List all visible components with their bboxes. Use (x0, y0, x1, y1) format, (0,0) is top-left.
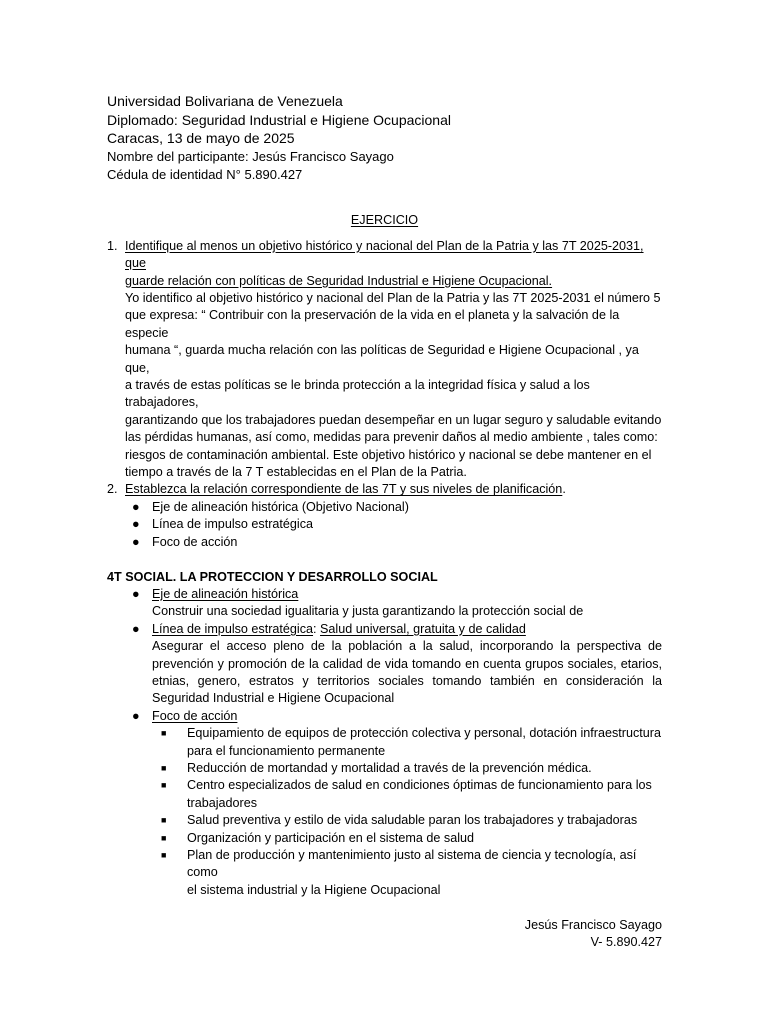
question-2-number: 2. (107, 482, 118, 497)
linea-text-line: Seguridad Industrial e Higiene Ocupacional (152, 691, 395, 706)
linea-text-line: etnias, genero, estratos y territorios sociales tomando también en consideración la (152, 673, 662, 688)
eje-text: Construir una sociedad igualitaria y justa garantizando la protección social de (152, 604, 584, 619)
answer-1-line: las pérdidas humanas, así como, medidas para prevenir daños al medio ambiente , tales como: (125, 430, 658, 445)
answer-1-line: riesgos de contaminación ambiental. Este objetivo histórico y nacional se debe mantener en el (125, 447, 652, 462)
list-item (107, 534, 662, 551)
linea-text-line: Asegurar el acceso pleno de la población a la salud, incorporando la perspectiva de (152, 639, 662, 654)
place-date: Caracas, 13 de mayo de 2025 (107, 130, 295, 147)
bullet-icon: ● (132, 534, 140, 549)
answer-1-line: garantizando que los trabajadores puedan desempeñar en un lugar seguro y saludable evitando (125, 412, 662, 427)
question-2-text: Establezca la relación correspondiente de las 7T y sus niveles de planificación (125, 482, 563, 497)
foco-subitem-line: Equipamiento de equipos de protección colectiva y personal, dotación infraestructura (187, 726, 661, 741)
list-item (107, 516, 662, 533)
foco-subitem (107, 830, 662, 847)
square-bullet-icon: ■ (161, 832, 167, 843)
question-2-tail: . (562, 482, 566, 497)
list-item-label: Foco de acción (152, 534, 238, 549)
document-page (107, 92, 662, 952)
eje-label: Eje de alineación histórica (152, 586, 299, 601)
square-bullet-icon: ■ (161, 815, 167, 826)
bullet-icon: ● (132, 586, 140, 601)
square-bullet-icon: ■ (161, 728, 167, 739)
list-item (107, 499, 662, 516)
foco-subitem-line: Centro especializados de salud en condiciones óptimas de funcionamiento para los (187, 778, 652, 793)
answer-1-line: tiempo a través de la 7 T establecidas en el Plan de la Patria. (125, 464, 467, 479)
bullet-icon: ● (132, 517, 140, 532)
question-2 (107, 481, 662, 498)
diploma-name: Diplomado: Seguridad Industrial e Higiene Ocupacional (107, 111, 451, 128)
section-heading: 4T SOCIAL. LA PROTECCION Y DESARROLLO SOCIAL (107, 569, 438, 584)
foco-item (107, 708, 662, 725)
exercise-title: EJERCICIO (350, 213, 419, 228)
participant-name: Nombre del participante: Jesús Francisco Sayago (107, 148, 394, 164)
linea-text (107, 638, 662, 708)
answer-1-line: que expresa: “ Contribuir con la preservación de la vida en el planeta y la salvación de la especie (125, 308, 620, 340)
question-1-line-1: Identifique al menos un objetivo histórico y nacional del Plan de la Patria y las 7T 2025-2031, que (125, 238, 644, 271)
linea-text-line: prevención y promoción de la calidad de vida tomando en cuenta grupos sociales, etarios, (152, 656, 662, 671)
question-1-line-2: guarde relación con políticas de Seguridad Industrial e Higiene Ocupacional. (125, 273, 553, 288)
eje-item (107, 586, 662, 603)
foco-subitem (107, 847, 662, 899)
foco-subitem-line: Reducción de mortandad y mortalidad a través de la prevención médica. (187, 760, 592, 775)
linea-value: Salud universal, gratuita y de calidad (320, 621, 526, 636)
bullet-icon: ● (132, 621, 140, 636)
answer-1-line: humana “, guarda mucha relación con las políticas de Seguridad e Higiene Ocupacional , ya que, (125, 343, 639, 375)
list-item-label: Eje de alineación histórica (Objetivo Nacional) (152, 499, 409, 514)
answer-1 (107, 290, 662, 481)
id-card: Cédula de identidad N° 5.890.427 (107, 166, 303, 182)
signature-id: V- 5.890.427 (590, 935, 662, 950)
signature-name: Jesús Francisco Sayago (524, 917, 662, 932)
foco-subitem-line: Salud preventiva y estilo de vida saludable paran los trabajadores y trabajadoras (187, 813, 638, 828)
foco-subitem (107, 777, 662, 812)
foco-subitem (107, 812, 662, 829)
foco-subitem (107, 725, 662, 760)
foco-subitem-line: Organización y participación en el sistema de salud (187, 830, 475, 845)
foco-subitem-line: el sistema industrial y la Higiene Ocupacional (187, 882, 441, 897)
bullet-icon: ● (132, 499, 140, 514)
square-bullet-icon: ■ (161, 780, 167, 791)
answer-1-line: Yo identifico al objetivo histórico y nacional del Plan de la Patria y las 7T 2025-2031 el número 5 (125, 290, 661, 305)
list-item-label: Línea de impulso estratégica (152, 517, 314, 532)
foco-subitem-line: trabajadores (187, 795, 258, 810)
answer-1-line: a través de estas políticas se le brinda protección a la integridad física y salud a los trabajadores, (125, 377, 590, 410)
square-bullet-icon: ■ (161, 762, 167, 773)
foco-label: Foco de acción (152, 708, 238, 723)
foco-subitem (107, 760, 662, 777)
university-name: Universidad Bolivariana de Venezuela (107, 93, 343, 109)
bullet-icon: ● (132, 708, 140, 723)
linea-label: Línea de impulso estratégica (152, 621, 314, 636)
question-1-number: 1. (107, 238, 118, 253)
square-bullet-icon: ■ (161, 850, 167, 860)
foco-subitem-line: Plan de producción y mantenimiento justo al sistema de ciencia y tecnología, así como (187, 848, 637, 880)
foco-subitem-line: para el funcionamiento permanente (187, 743, 386, 758)
question-1 (107, 238, 662, 290)
linea-separator: : (313, 621, 321, 636)
linea-item (107, 621, 662, 638)
